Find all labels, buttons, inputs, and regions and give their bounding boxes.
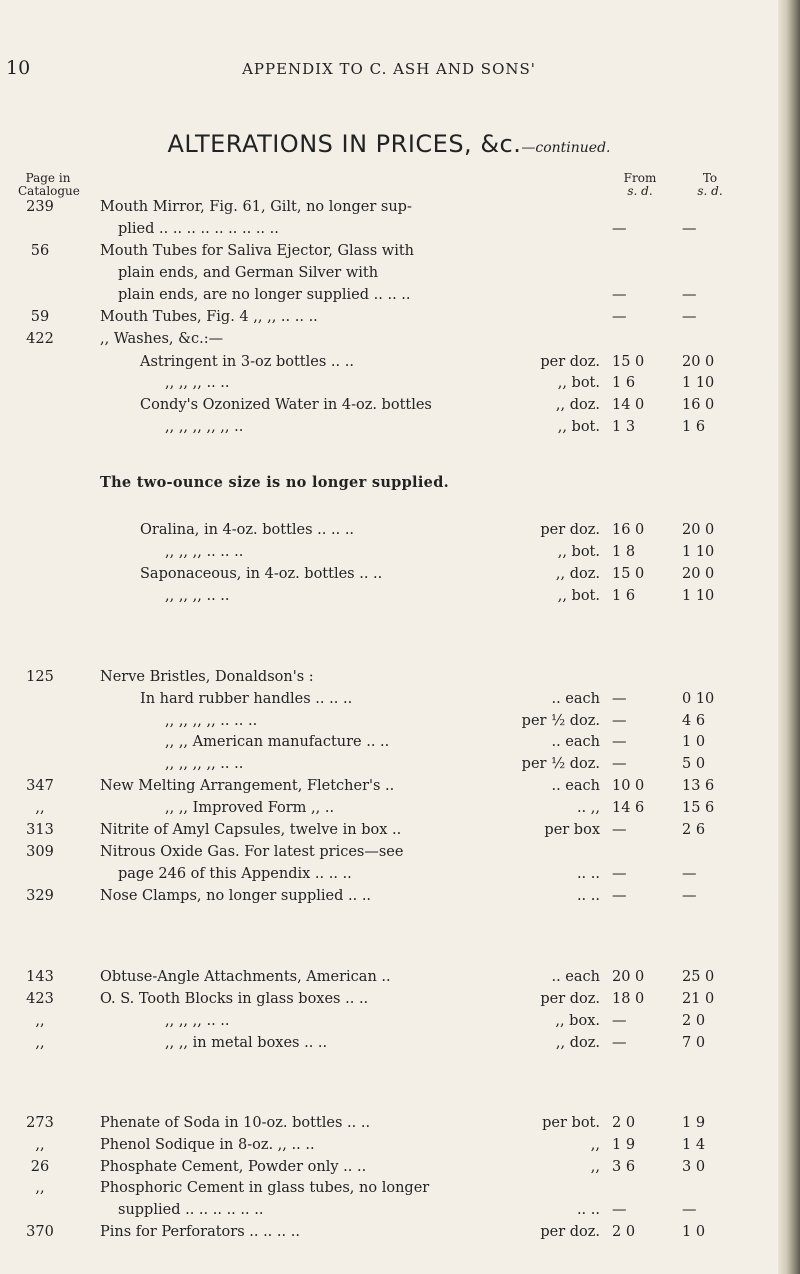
catalogue-page: 423 [26, 991, 54, 1007]
item-unit: ,, doz. [555, 566, 600, 582]
table-row [0, 199, 778, 219]
price-to: 5 0 [682, 756, 706, 772]
table-row [0, 522, 778, 542]
title-main: ALTERATIONS IN PRICES, &c. [167, 130, 522, 158]
price-from: — [612, 866, 627, 882]
item-description: In hard rubber handles .. .. .. [140, 691, 353, 707]
table-row [0, 713, 778, 733]
col-page-label [18, 172, 78, 198]
item-description: ,, ,, ,, .. .. .. [165, 544, 244, 560]
price-to: 7 0 [682, 1035, 706, 1051]
price-to: — [682, 1202, 697, 1218]
price-to: — [682, 888, 697, 904]
item-unit: ,, [590, 1137, 600, 1153]
item-description: Mouth Mirror, Fig. 61, Gilt, no longer sup- [100, 199, 412, 215]
price-from: — [612, 1202, 627, 1218]
price-to: 4 6 [682, 713, 706, 729]
catalogue-page: 143 [26, 969, 54, 985]
price-to: 21 0 [682, 991, 715, 1007]
col-to-text: To [702, 171, 718, 185]
table-row [0, 354, 778, 374]
item-description: Phosphate Cement, Powder only .. .. [100, 1159, 367, 1175]
item-description: plain ends, are no longer supplied .. .. .. [118, 287, 411, 303]
item-description: ,, ,, Improved Form ,, .. [165, 800, 335, 816]
running-head: APPENDIX TO C. ASH AND SONS' [242, 60, 536, 78]
item-unit: per doz. [540, 1224, 600, 1240]
item-description: Condy's Ozonized Water in 4-oz. bottles [140, 397, 432, 413]
col-from-label [612, 172, 668, 198]
price-from: — [612, 221, 627, 237]
price-from: 14 0 [612, 397, 645, 413]
item-unit: ,, box. [555, 1013, 600, 1029]
price-to: 1 10 [682, 588, 715, 604]
item-description: ,, Washes, &c.:— [100, 331, 224, 347]
price-from: — [612, 1035, 627, 1051]
price-to: 0 10 [682, 691, 715, 707]
catalogue-page: 125 [26, 669, 54, 685]
item-unit: per doz. [540, 354, 600, 370]
item-unit: ,, bot. [557, 544, 600, 560]
table-row [0, 1224, 778, 1244]
catalogue-page: 329 [26, 888, 54, 904]
price-from: 14 6 [612, 800, 645, 816]
price-from: 15 0 [612, 354, 645, 370]
item-description: page 246 of this Appendix .. .. .. [118, 866, 352, 882]
table-row [0, 1180, 778, 1200]
price-from: — [612, 1013, 627, 1029]
price-from: 1 8 [612, 544, 636, 560]
table-row [0, 331, 778, 351]
note-two-ounce: The two-ounce size is no longer supplied. [100, 474, 449, 491]
item-description: ,, ,, ,, ,, .. .. [165, 756, 244, 772]
price-to: 1 10 [682, 375, 715, 391]
catalogue-page: 26 [30, 1159, 50, 1175]
price-to: 20 0 [682, 522, 715, 538]
item-unit: per box [544, 822, 600, 838]
section-title [0, 130, 778, 158]
table-row [0, 734, 778, 754]
page-number: 10 [6, 57, 31, 79]
price-to: 20 0 [682, 354, 715, 370]
item-description: ,, ,, American manufacture .. .. [165, 734, 390, 750]
item-description: ,, ,, ,, ,, ,, .. [165, 419, 244, 435]
col-from-text: From [623, 171, 657, 185]
price-from: — [612, 287, 627, 303]
item-description: Phenate of Soda in 10-oz. bottles .. .. [100, 1115, 371, 1131]
price-to: — [682, 866, 697, 882]
price-from: 1 6 [612, 375, 636, 391]
price-from: 2 0 [612, 1224, 636, 1240]
item-description: New Melting Arrangement, Fletcher's .. [100, 778, 395, 794]
price-to: 1 6 [682, 419, 706, 435]
price-from: 20 0 [612, 969, 645, 985]
item-unit: ,, bot. [557, 588, 600, 604]
catalogue-page: ,, [35, 1035, 45, 1051]
catalogue-page: 370 [26, 1224, 54, 1240]
item-description: ,, ,, ,, ,, .. .. .. [165, 713, 258, 729]
table-row [0, 1202, 778, 1222]
catalogue-page: ,, [35, 1013, 45, 1029]
table-row [0, 566, 778, 586]
table-row [0, 1137, 778, 1157]
catalogue-page: 422 [26, 331, 54, 347]
item-unit: .. .. [576, 866, 600, 882]
table-row [0, 1035, 778, 1055]
item-description: Nose Clamps, no longer supplied .. .. [100, 888, 372, 904]
table-row [0, 691, 778, 711]
item-description: Oralina, in 4-oz. bottles .. .. .. [140, 522, 355, 538]
price-from: 18 0 [612, 991, 645, 1007]
price-to: 1 0 [682, 1224, 706, 1240]
item-description: Nitrous Oxide Gas. For latest prices—see [100, 844, 404, 860]
price-to: 2 0 [682, 1013, 706, 1029]
table-row [0, 544, 778, 564]
price-to: 15 6 [682, 800, 715, 816]
table-row [0, 243, 778, 263]
item-description: ,, ,, ,, .. .. [165, 588, 230, 604]
price-to: 1 0 [682, 734, 706, 750]
item-unit: per doz. [540, 522, 600, 538]
price-from: — [612, 756, 627, 772]
item-unit: ,, [590, 1159, 600, 1175]
price-from: 10 0 [612, 778, 645, 794]
item-description: Mouth Tubes, Fig. 4 ,, ,, .. .. .. [100, 309, 318, 325]
price-from: — [612, 713, 627, 729]
catalogue-page: 273 [26, 1115, 54, 1131]
price-to: 25 0 [682, 969, 715, 985]
price-to: 3 0 [682, 1159, 706, 1175]
price-to: 2 6 [682, 822, 706, 838]
table-row [0, 822, 778, 842]
table-row [0, 1013, 778, 1033]
catalogue-page: ,, [35, 800, 45, 816]
item-unit: .. each [551, 969, 600, 985]
catalogue-page: ,, [35, 1137, 45, 1153]
item-description: Nitrite of Amyl Capsules, twelve in box .. [100, 822, 402, 838]
col-page-label-1: Page in [25, 171, 71, 185]
item-unit: ,, doz. [555, 1035, 600, 1051]
table-row [0, 309, 778, 329]
price-to: 13 6 [682, 778, 715, 794]
price-to: — [682, 287, 697, 303]
item-description: Pins for Perforators .. .. .. .. [100, 1224, 300, 1240]
table-row [0, 419, 778, 439]
item-unit: ,, bot. [557, 419, 600, 435]
price-from: — [612, 691, 627, 707]
price-to: 1 9 [682, 1115, 706, 1131]
table-row [0, 844, 778, 864]
catalogue-page: 59 [30, 309, 50, 325]
catalogue-page: 347 [26, 778, 54, 794]
price-to: 1 4 [682, 1137, 706, 1153]
table-row [0, 375, 778, 395]
item-description: Nerve Bristles, Donaldson's : [100, 669, 314, 685]
item-description: Obtuse-Angle Attachments, American .. [100, 969, 391, 985]
price-to: — [682, 309, 697, 325]
item-unit: .. each [551, 734, 600, 750]
table-row [0, 756, 778, 776]
table-row [0, 778, 778, 798]
price-from: 3 6 [612, 1159, 636, 1175]
item-description: ,, ,, ,, .. .. [165, 375, 230, 391]
price-from: — [612, 734, 627, 750]
price-from: 15 0 [612, 566, 645, 582]
item-description: ,, ,, ,, .. .. [165, 1013, 230, 1029]
catalogue-page: 56 [30, 243, 50, 259]
col-page-label-2: Catalogue [18, 184, 80, 198]
item-unit: .. ,, [576, 800, 600, 816]
item-unit: .. each [551, 778, 600, 794]
item-unit: per doz. [540, 991, 600, 1007]
table-row [0, 588, 778, 608]
catalogue-page: 309 [26, 844, 54, 860]
table-row [0, 265, 778, 285]
table-row [0, 1159, 778, 1179]
item-description: plied .. .. .. .. .. .. .. .. .. [118, 221, 279, 237]
price-to: — [682, 221, 697, 237]
col-from-units: s. d. [627, 184, 653, 198]
item-unit: per ½ doz. [521, 713, 600, 729]
item-description: Mouth Tubes for Saliva Ejector, Glass with [100, 243, 415, 259]
table-row [0, 866, 778, 886]
table-row [0, 669, 778, 689]
col-to-units: s. d. [697, 184, 723, 198]
item-unit: .. .. [576, 1202, 600, 1218]
catalogue-page: 239 [26, 199, 54, 215]
item-description: plain ends, and German Silver with [118, 265, 379, 281]
table-row [0, 287, 778, 307]
page-edge [778, 0, 800, 1274]
item-description: Astringent in 3-oz bottles .. .. [140, 354, 354, 370]
table-row [0, 888, 778, 908]
item-unit: ,, bot. [557, 375, 600, 391]
price-from: — [612, 888, 627, 904]
table-row [0, 991, 778, 1011]
catalogue-page: 313 [26, 822, 54, 838]
item-description: supplied .. .. .. .. .. .. [118, 1202, 264, 1218]
table-row [0, 221, 778, 241]
price-from: 1 9 [612, 1137, 636, 1153]
price-from: 1 6 [612, 588, 636, 604]
price-to: 16 0 [682, 397, 715, 413]
col-to-label [682, 172, 738, 198]
item-unit: per ½ doz. [521, 756, 600, 772]
item-description: O. S. Tooth Blocks in glass boxes .. .. [100, 991, 369, 1007]
table-row [0, 969, 778, 989]
item-description: Saponaceous, in 4-oz. bottles .. .. [140, 566, 383, 582]
price-to: 1 10 [682, 544, 715, 560]
price-from: 2 0 [612, 1115, 636, 1131]
price-to: 20 0 [682, 566, 715, 582]
item-description: Phosphoric Cement in glass tubes, no longer [100, 1180, 430, 1196]
title-continued: —continued. [521, 140, 611, 156]
price-from: — [612, 822, 627, 838]
price-from: 16 0 [612, 522, 645, 538]
item-description: ,, ,, in metal boxes .. .. [165, 1035, 328, 1051]
table-row [0, 397, 778, 417]
item-unit: .. .. [576, 888, 600, 904]
item-unit: .. each [551, 691, 600, 707]
table-row [0, 800, 778, 820]
table-row [0, 1115, 778, 1135]
catalogue-page: ,, [35, 1180, 45, 1196]
price-from: — [612, 309, 627, 325]
price-from: 1 3 [612, 419, 636, 435]
item-description: Phenol Sodique in 8-oz. ,, .. .. [100, 1137, 315, 1153]
item-unit: per bot. [542, 1115, 600, 1131]
item-unit: ,, doz. [555, 397, 600, 413]
